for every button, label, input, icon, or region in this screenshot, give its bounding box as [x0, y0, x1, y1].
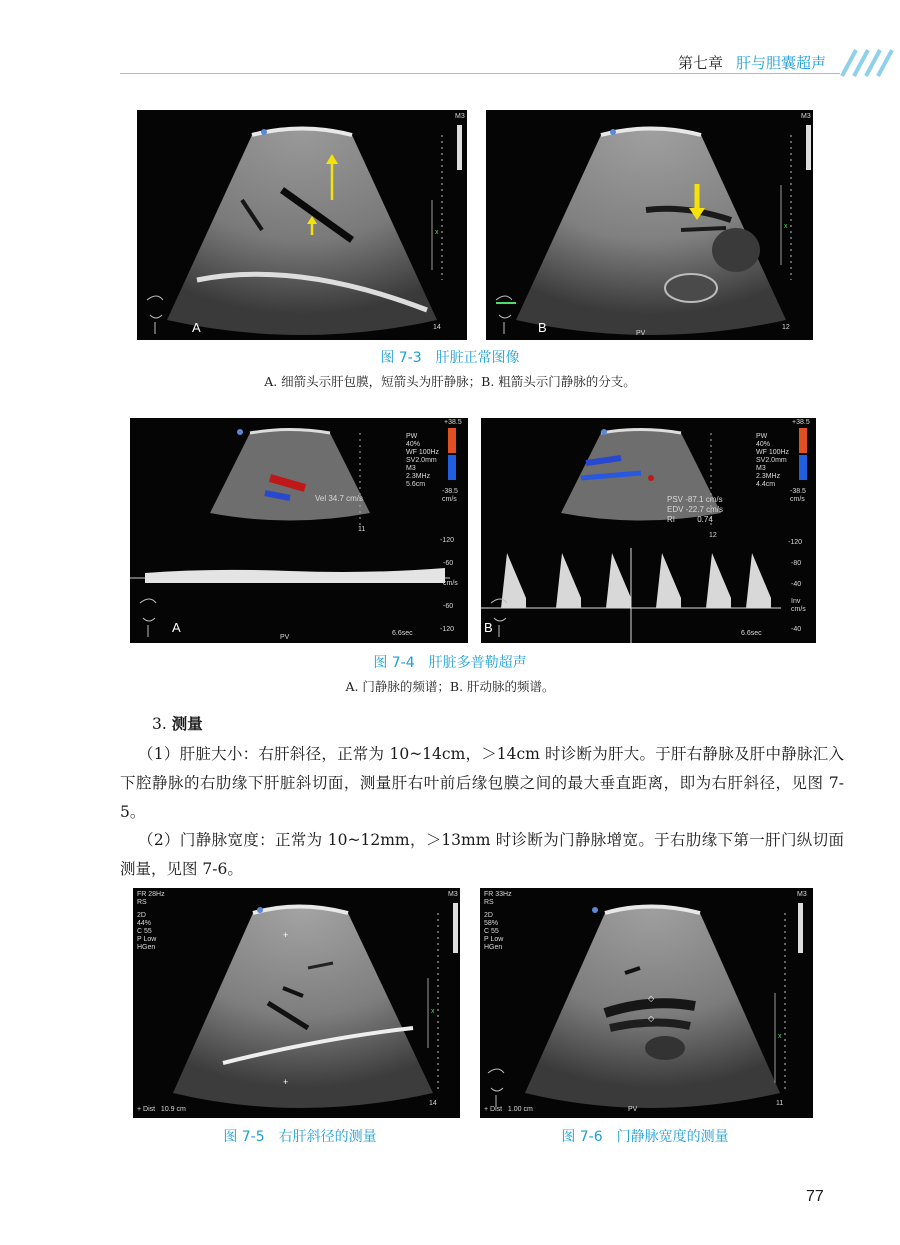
scale-top: +38.5: [444, 419, 462, 426]
svg-text:◇: ◇: [648, 1014, 655, 1023]
fig7-6-panel: [480, 888, 813, 1118]
liver-ultrasound-image: [486, 110, 813, 340]
pv-label: PV: [628, 1106, 638, 1113]
depth-label: 12: [709, 532, 717, 539]
short-arrow-icon: [304, 215, 320, 237]
thick-arrow-icon: [686, 182, 708, 222]
marker-label: M3: [448, 891, 458, 898]
fig7-4-panel-b: [481, 418, 816, 643]
doppler-params: PW 40% WF 100Hz SV2.0mm M3 2.3MHz 5.6cm: [406, 433, 440, 488]
svg-text:+: +: [283, 930, 289, 940]
frame-rate: FR 28Hz RS: [137, 891, 165, 906]
axis-tick: -40: [791, 626, 802, 633]
panel-label: A: [192, 320, 201, 335]
time-label: 6.6sec: [741, 630, 762, 637]
axis-tick: -80: [791, 560, 802, 567]
frame-rate: FR 33Hz RS: [484, 891, 512, 906]
fig7-4-panel-a: [130, 418, 468, 643]
axis-tick: -60: [443, 560, 454, 567]
depth-label: 14: [429, 1100, 437, 1107]
section-title: 测量: [171, 714, 203, 733]
svg-text:x: x: [778, 1033, 782, 1040]
distance-readout: + Dist 1.00 cm: [484, 1106, 533, 1113]
doppler-params: PW 40% WF 100Hz SV2.0mm M3 2.3MHz 4.4cm: [756, 433, 790, 488]
pv-label: PV: [280, 634, 290, 641]
distance-readout: + Dist 10.9 cm: [137, 1106, 186, 1113]
portal-vein-ultrasound-image: [480, 888, 813, 1118]
depth-label: 11: [358, 526, 366, 533]
imaging-params: 2D 58% C 55 P Low HGen: [484, 912, 504, 951]
axis-tick: -120: [788, 539, 803, 546]
axis-tick: -40: [791, 581, 802, 588]
marker-label: M3: [797, 891, 807, 898]
liver-ultrasound-image: [137, 110, 467, 340]
liver-ultrasound-image: [133, 888, 460, 1118]
header-rule: [120, 73, 840, 74]
header-stripes-decoration: [838, 48, 898, 78]
panel-label: B: [538, 320, 547, 335]
svg-text:◇: ◇: [648, 994, 655, 1003]
fig7-4-caption: 图 7-4 肝脏多普勒超声: [373, 655, 527, 671]
svg-text:x: x: [435, 229, 439, 236]
time-label: 6.6sec: [392, 630, 413, 637]
thin-arrow-icon: [322, 152, 342, 202]
panel-label: A: [172, 620, 181, 635]
axis-tick: -120: [440, 537, 455, 544]
marker-label: M3: [455, 113, 465, 120]
paragraph-liver-size: （1）肝脏大小：右肝斜径，正常为 10~14cm，＞14cm 时诊断为肝大。于肝右静脉及肝中静脉汇入下腔静脉的右肋缘下肝脏斜切面，测量肝右叶前后缘包膜之间的最大垂直距离，即为右肝斜径，见图 7-5。: [120, 745, 844, 821]
imaging-params: 2D 44% C 55 P Low HGen: [137, 912, 157, 951]
section-number: 3.: [152, 715, 167, 733]
svg-text:+: +: [283, 1077, 289, 1087]
chapter-title: 肝与胆囊超声: [736, 54, 827, 72]
pv-label: PV: [636, 330, 646, 337]
fig7-5-caption: 图 7-5 右肝斜径的测量: [223, 1129, 377, 1145]
depth-label: 14: [433, 324, 441, 331]
depth-label: 12: [782, 324, 790, 331]
fig7-3-panel-a: [137, 110, 467, 340]
scale-bottom: -38.5 cm/s: [790, 488, 806, 503]
scale-bottom: -38.5 cm/s: [442, 488, 458, 503]
panel-label: B: [484, 620, 493, 635]
fig7-4-subcaption: A. 门静脉的频谱；B. 肝动脉的频谱。: [345, 679, 555, 694]
edv-readout: EDV -22.7 cm/s: [667, 505, 724, 514]
svg-text:x: x: [784, 223, 788, 230]
psv-readout: PSV -87.1 cm/s: [667, 495, 723, 504]
fig7-3-panel-b: [486, 110, 813, 340]
axis-tick: -120: [440, 626, 455, 633]
fig7-5-panel: [133, 888, 460, 1118]
chapter-label: 第七章: [678, 54, 724, 72]
velocity-readout: Vel 34.7 cm/s: [315, 494, 364, 503]
scale-top: +38.5: [792, 419, 810, 426]
axis-unit: cm/s: [443, 580, 458, 587]
page-number: 77: [806, 1188, 824, 1205]
fig7-3-subcaption: A. 细箭头示肝包膜，短箭头为肝静脉；B. 粗箭头示门静脉的分支。: [264, 374, 636, 389]
depth-label: 11: [776, 1100, 784, 1107]
axis-unit: Inv cm/s: [791, 598, 806, 613]
ri-readout: RI 0.74: [667, 515, 713, 524]
section-heading: [152, 712, 203, 734]
svg-text:x: x: [431, 1008, 435, 1015]
axis-tick: -60: [443, 603, 454, 610]
fig7-6-caption: 图 7-6 门静脉宽度的测量: [561, 1129, 729, 1145]
fig7-3-caption: 图 7-3 肝脏正常图像: [380, 350, 520, 366]
paragraph-portal-vein: （2）门静脉宽度：正常为 10~12mm，＞13mm 时诊断为门静脉增宽。于右肋缘下第一肝门纵切面测量，见图 7-6。: [120, 831, 844, 878]
marker-label: M3: [801, 113, 811, 120]
